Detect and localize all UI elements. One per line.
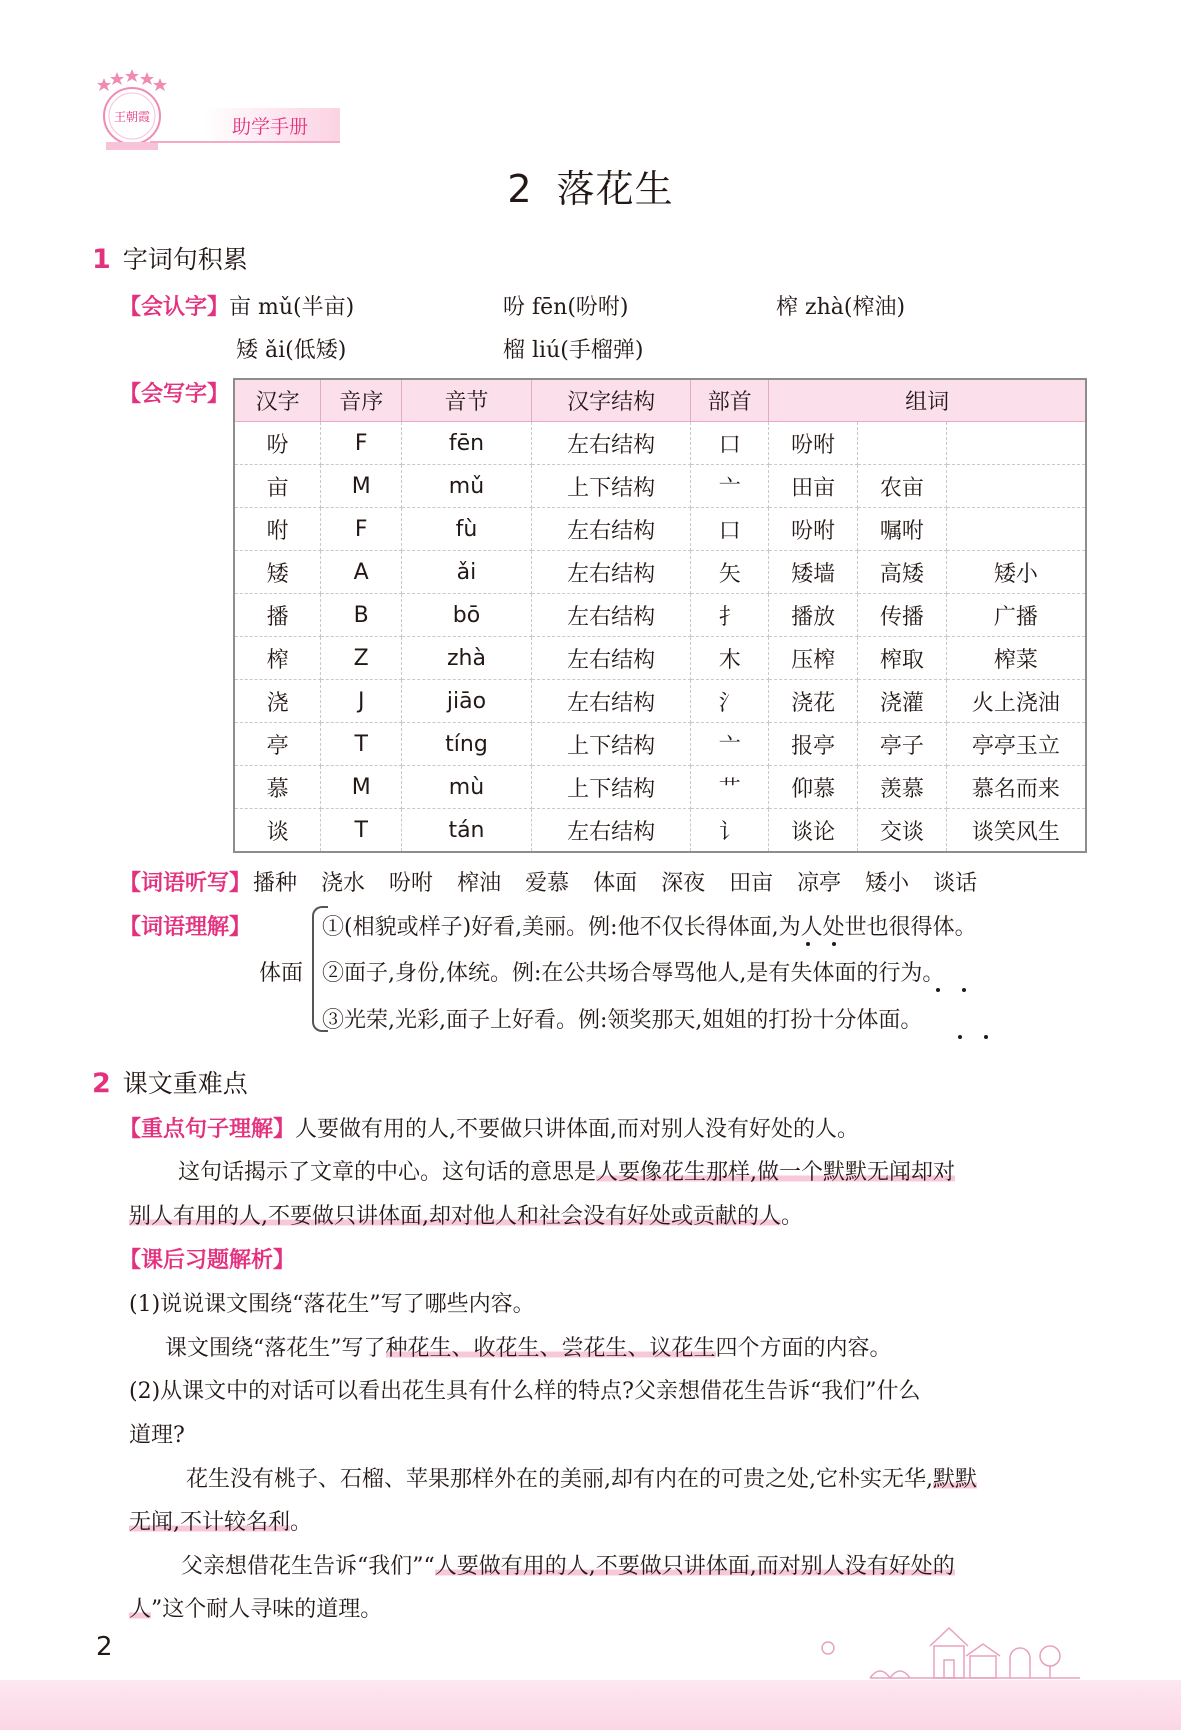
char-cell: 亩 — [234, 465, 321, 508]
word-cell: 播放 — [769, 594, 858, 637]
word-cell: 吩咐 — [769, 422, 858, 465]
emphasis-dot — [936, 988, 940, 992]
word-cell — [946, 422, 1086, 465]
structure-cell: 左右结构 — [531, 680, 691, 723]
section-1-heading — [92, 240, 248, 276]
recognize-item: 矮 ǎi(低矮) — [236, 338, 347, 363]
recognize-item: 吩 fēn(吩咐) — [503, 295, 629, 320]
key-expl-a: 这句话揭示了文章的中心。这句话的意思是 — [178, 1160, 597, 1185]
word-cell: 浇灌 — [858, 680, 947, 723]
pinyin-cell: zhà — [402, 637, 532, 680]
key-sentence: 人要做有用的人,不要做只讲体面,而对别人没有好处的人。 — [295, 1117, 860, 1142]
structure-cell: 左右结构 — [531, 422, 691, 465]
answer-2-pre: 花生没有桃子、石榴、苹果那样外在的美丽,却有内在的可贵之处,它朴实无华, — [186, 1467, 933, 1492]
letter-cell: A — [321, 551, 402, 594]
structure-cell: 上下结构 — [531, 723, 691, 766]
key-tag: 【重点句子理解】 — [119, 1117, 296, 1142]
char-cell: 播 — [234, 594, 321, 637]
word-cell: 压榨 — [769, 637, 858, 680]
emphasis-dot — [962, 988, 966, 992]
letter-cell: T — [321, 723, 402, 766]
word-cell: 广播 — [946, 594, 1086, 637]
letter-cell: F — [321, 422, 402, 465]
answer-1-mid: 种花生、收花生、尝花生、议花生 — [385, 1336, 716, 1361]
recognize-item: 亩 mǔ(半亩) — [229, 295, 355, 320]
letter-cell: M — [321, 465, 402, 508]
table-row — [234, 508, 1086, 551]
meaning-1: ①(相貌或样子)好看,美丽。例:他不仅长得体面,为人处世也很得体。 — [322, 915, 977, 940]
char-cell: 矮 — [234, 551, 321, 594]
radical-cell: 氵 — [691, 680, 769, 723]
section-2-number: 2 — [92, 1068, 111, 1099]
word-cell: 谈论 — [769, 809, 858, 853]
word-cell — [858, 422, 947, 465]
page-number: 2 — [96, 1632, 113, 1662]
word-cell: 农亩 — [858, 465, 947, 508]
section-1-number: 1 — [92, 244, 111, 275]
recognize-tag: 【会认字】 — [119, 295, 230, 320]
write-tag: 【会写字】 — [119, 382, 230, 407]
key-explanation-line-1 — [178, 1155, 955, 1186]
column-header: 汉字 — [234, 379, 321, 422]
char-cell: 亭 — [234, 723, 321, 766]
table-row — [234, 594, 1086, 637]
structure-cell: 上下结构 — [531, 465, 691, 508]
dictation-words — [251, 871, 977, 896]
char-cell: 榨 — [234, 637, 321, 680]
logo-text: 王朝霞 — [113, 110, 151, 124]
table-row — [234, 551, 1086, 594]
structure-cell: 上下结构 — [531, 766, 691, 809]
radical-cell: 扌 — [691, 594, 769, 637]
dictation-tag: 【词语听写】 — [119, 871, 252, 896]
header-line — [150, 141, 340, 143]
letter-cell: M — [321, 766, 402, 809]
answer-1-pre: 课文围绕“落花生”写了 — [165, 1336, 386, 1361]
answer-2-line-2 — [129, 1505, 312, 1536]
key-sentence-row — [119, 1112, 859, 1143]
char-cell: 慕 — [234, 766, 321, 809]
char-cell: 谈 — [234, 809, 321, 853]
word-cell: 仰慕 — [769, 766, 858, 809]
word-cell: 报亭 — [769, 723, 858, 766]
lesson-title: 落花生 — [556, 167, 674, 211]
dictation-word: 体面 — [593, 871, 638, 896]
key-expl-b: 人要像花生那样,做一个默默无闻却对 — [596, 1160, 956, 1185]
letter-cell: F — [321, 508, 402, 551]
exercise-tag: 【课后习题解析】 — [119, 1248, 296, 1273]
table-row — [234, 637, 1086, 680]
structure-cell: 左右结构 — [531, 809, 691, 853]
word-cell: 传播 — [858, 594, 947, 637]
pinyin-cell: fēn — [402, 422, 532, 465]
dictation-word: 播种 — [253, 871, 298, 896]
meaning-2: ②面子,身份,体统。例:在公共场合辱骂他人,是有失体面的行为。 — [322, 961, 945, 986]
key-expl-end: 。 — [781, 1204, 804, 1229]
dictation-word: 吩咐 — [389, 871, 434, 896]
pinyin-cell: bō — [402, 594, 532, 637]
letter-cell: B — [321, 594, 402, 637]
term: 体面 — [259, 961, 304, 986]
structure-cell: 左右结构 — [531, 551, 691, 594]
house-illustration-icon — [810, 1616, 1090, 1686]
word-cell: 亭亭玉立 — [946, 723, 1086, 766]
key-expl-c: 别人有用的人,不要做只讲体面,却对他人和社会没有好处或贡献的人 — [129, 1204, 781, 1229]
column-header: 部首 — [691, 379, 769, 422]
emphasis-dot — [806, 942, 810, 946]
word-cell: 榨菜 — [946, 637, 1086, 680]
answer-3-mark-b: 人 — [129, 1597, 152, 1622]
answer-1 — [165, 1331, 892, 1362]
publisher-logo — [92, 68, 172, 152]
emphasis-dot — [832, 942, 836, 946]
answer-2-post: 。 — [290, 1510, 313, 1535]
word-cell: 榨取 — [858, 637, 947, 680]
char-cell: 浇 — [234, 680, 321, 723]
answer-2-mark-b: 无闻,不计较名利 — [129, 1510, 290, 1535]
structure-cell: 左右结构 — [531, 508, 691, 551]
word-cell: 慕名而来 — [946, 766, 1086, 809]
answer-1-post: 四个方面的内容。 — [715, 1336, 892, 1361]
table-row — [234, 766, 1086, 809]
understand-tag: 【词语理解】 — [119, 915, 252, 940]
section-2-title: 课文重难点 — [122, 1069, 248, 1098]
pinyin-cell: ǎi — [402, 551, 532, 594]
table-row — [234, 465, 1086, 508]
word-cell: 亭子 — [858, 723, 947, 766]
structure-cell: 左右结构 — [531, 637, 691, 680]
answer-3-line-2 — [129, 1592, 382, 1623]
dictation-word: 榨油 — [457, 871, 502, 896]
table-row — [234, 680, 1086, 723]
dictation-word: 深夜 — [661, 871, 706, 896]
pinyin-cell: mù — [402, 766, 532, 809]
char-cell: 咐 — [234, 508, 321, 551]
word-cell: 火上浇油 — [946, 680, 1086, 723]
word-cell: 浇花 — [769, 680, 858, 723]
answer-3-line-1 — [181, 1549, 955, 1580]
word-cell: 高矮 — [858, 551, 947, 594]
word-cell: 嘱咐 — [858, 508, 947, 551]
lesson-number: 2 — [507, 167, 533, 211]
dictation-row — [119, 866, 977, 897]
column-header: 音节 — [402, 379, 532, 422]
recognize-item: 榴 liú(手榴弹) — [503, 338, 644, 363]
radical-cell: 讠 — [691, 809, 769, 853]
table-row — [234, 723, 1086, 766]
letter-cell: Z — [321, 637, 402, 680]
pinyin-cell: tán — [402, 809, 532, 853]
word-cell: 矮墙 — [769, 551, 858, 594]
radical-cell: 木 — [691, 637, 769, 680]
pinyin-cell: fù — [402, 508, 532, 551]
table-row — [234, 809, 1086, 853]
word-cell: 吩咐 — [769, 508, 858, 551]
radical-cell: 口 — [691, 422, 769, 465]
header-label: 助学手册 — [232, 116, 309, 138]
table-header-row — [234, 379, 1086, 422]
question-2-line-1: (2)从课文中的对话可以看出花生具有什么样的特点?父亲想借花生告诉“我们”什么 — [129, 1379, 921, 1404]
word-cell: 交谈 — [858, 809, 947, 853]
column-header: 汉字结构 — [531, 379, 691, 422]
column-header: 音序 — [321, 379, 402, 422]
radical-cell: 矢 — [691, 551, 769, 594]
recognize-row-1 — [119, 290, 354, 321]
answer-3-mark-a: 人要做有用的人,不要做只讲体面,而对别人没有好处的 — [434, 1554, 955, 1579]
dictation-word: 爱慕 — [525, 871, 570, 896]
section-2-heading — [92, 1064, 248, 1100]
radical-cell: 口 — [691, 508, 769, 551]
pinyin-cell: tíng — [402, 723, 532, 766]
pinyin-cell: jiāo — [402, 680, 532, 723]
section-1-title: 字词句积累 — [122, 245, 248, 274]
character-table — [233, 378, 1087, 853]
word-cell: 田亩 — [769, 465, 858, 508]
word-cell — [946, 508, 1086, 551]
dictation-word: 浇水 — [321, 871, 366, 896]
answer-2-mark-a: 默默 — [932, 1467, 977, 1492]
answer-3-post: ”这个耐人寻味的道理。 — [151, 1597, 383, 1622]
dictation-word: 田亩 — [729, 871, 774, 896]
answer-2-line-1 — [186, 1462, 977, 1493]
pinyin-cell: mǔ — [402, 465, 532, 508]
radical-cell: 亠 — [691, 465, 769, 508]
letter-cell: T — [321, 809, 402, 853]
question-1: (1)说说课文围绕“落花生”写了哪些内容。 — [129, 1292, 535, 1317]
structure-cell: 左右结构 — [531, 594, 691, 637]
dictation-word: 矮小 — [865, 871, 910, 896]
question-2-line-2: 道理? — [129, 1423, 185, 1448]
dictation-word: 凉亭 — [797, 871, 842, 896]
dictation-word: 谈话 — [933, 871, 978, 896]
footer-band — [0, 1680, 1181, 1730]
emphasis-dot — [958, 1035, 962, 1039]
column-header: 组词 — [769, 379, 1086, 422]
recognize-item: 榨 zhà(榨油) — [776, 295, 906, 320]
letter-cell: J — [321, 680, 402, 723]
answer-3-pre: 父亲想借花生告诉“我们”“ — [181, 1554, 435, 1579]
word-cell — [946, 465, 1086, 508]
radical-cell: 亠 — [691, 723, 769, 766]
char-cell: 吩 — [234, 422, 321, 465]
radical-cell: 艹 — [691, 766, 769, 809]
word-cell: 羡慕 — [858, 766, 947, 809]
meaning-3: ③光荣,光彩,面子上好看。例:领奖那天,姐姐的打扮十分体面。 — [322, 1008, 923, 1033]
word-cell: 谈笑风生 — [946, 809, 1086, 853]
emphasis-dot — [984, 1035, 988, 1039]
page-title — [0, 158, 1181, 213]
table-row — [234, 422, 1086, 465]
word-cell: 矮小 — [946, 551, 1086, 594]
key-explanation-line-2 — [129, 1199, 803, 1230]
